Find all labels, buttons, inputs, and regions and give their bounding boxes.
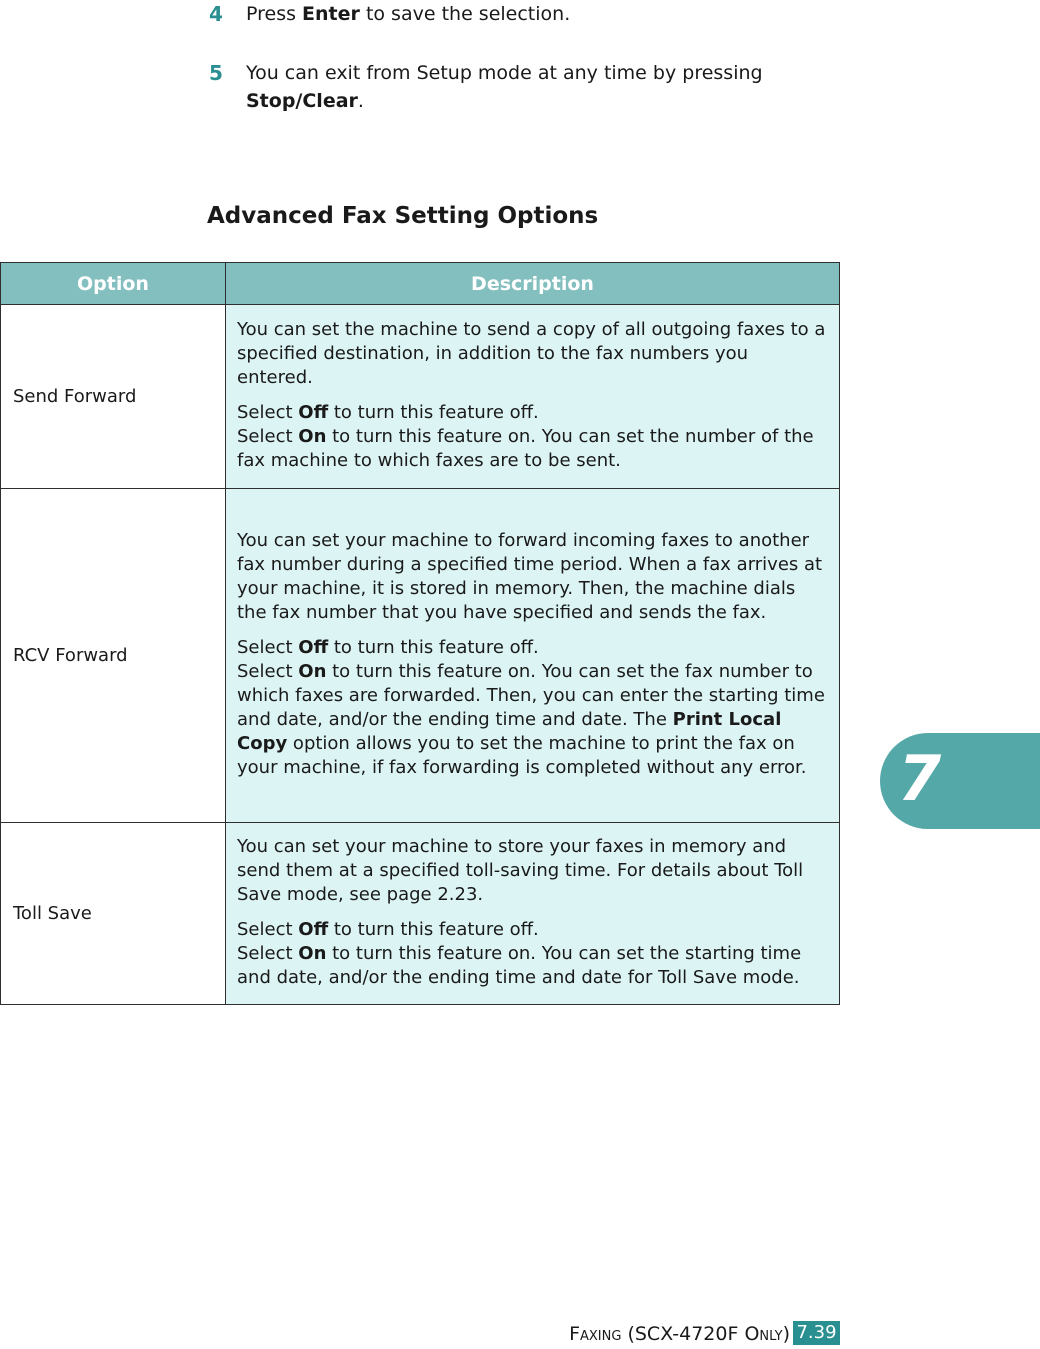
step-number: 4 — [209, 2, 223, 26]
option-name: Toll Save — [1, 823, 226, 1005]
option-description: You can set your machine to forward incoming faxes to another fax number during a specified time period. When a fax arrives at your machine, it is stored in memory. Then, the machine dials the fax number that you have specified and sends the fax. Select Off to turn this feature off. Select On to turn this feature on. You can set the fax number to which faxes are forwarded. Then, you can enter the starting time and date, and/or the ending time and date. The Print Local Copy option allows you to set the machine to print the fax on your machine, if fax forwarding is completed without any error. — [226, 489, 840, 823]
table-row — [1, 823, 840, 1005]
option-description: You can set the machine to send a copy of all outgoing faxes to a specified destination, in addition to the fax numbers you entered. Select Off to turn this feature off. Select On to turn this feature on. You can set the number of the fax machine to which faxes are to be sent. — [226, 305, 840, 489]
page-number: 7.39 — [793, 1321, 840, 1345]
step-text: Press Enter to save the selection. — [246, 3, 571, 25]
header-option: Option — [1, 263, 226, 305]
option-name: Send Forward — [1, 305, 226, 489]
footer-chapter-title: Faxing (SCX-4720F Only) — [569, 1323, 790, 1345]
chapter-number: 7 — [898, 742, 942, 815]
options-table — [0, 262, 840, 1005]
step-text: You can exit from Setup mode at any time by pressing Stop/Clear. — [246, 62, 763, 112]
option-name: RCV Forward — [1, 489, 226, 823]
table-header-row — [1, 263, 840, 305]
page-footer — [0, 1321, 1040, 1349]
header-description: Description — [226, 263, 840, 305]
section-title: Advanced Fax Setting Options — [207, 203, 599, 229]
table-row — [1, 489, 840, 823]
step-4 — [209, 0, 829, 28]
table-row — [1, 305, 840, 489]
option-description: You can set your machine to store your faxes in memory and send them at a specified toll-saving time. For details about Toll Save mode, see page 2.23. Select Off to turn this feature off. Select On to turn this feature on. You can set the starting time and date, and/or the ending time and date for Toll Save mode. — [226, 823, 840, 1005]
step-5 — [209, 59, 829, 115]
step-number: 5 — [209, 61, 223, 85]
